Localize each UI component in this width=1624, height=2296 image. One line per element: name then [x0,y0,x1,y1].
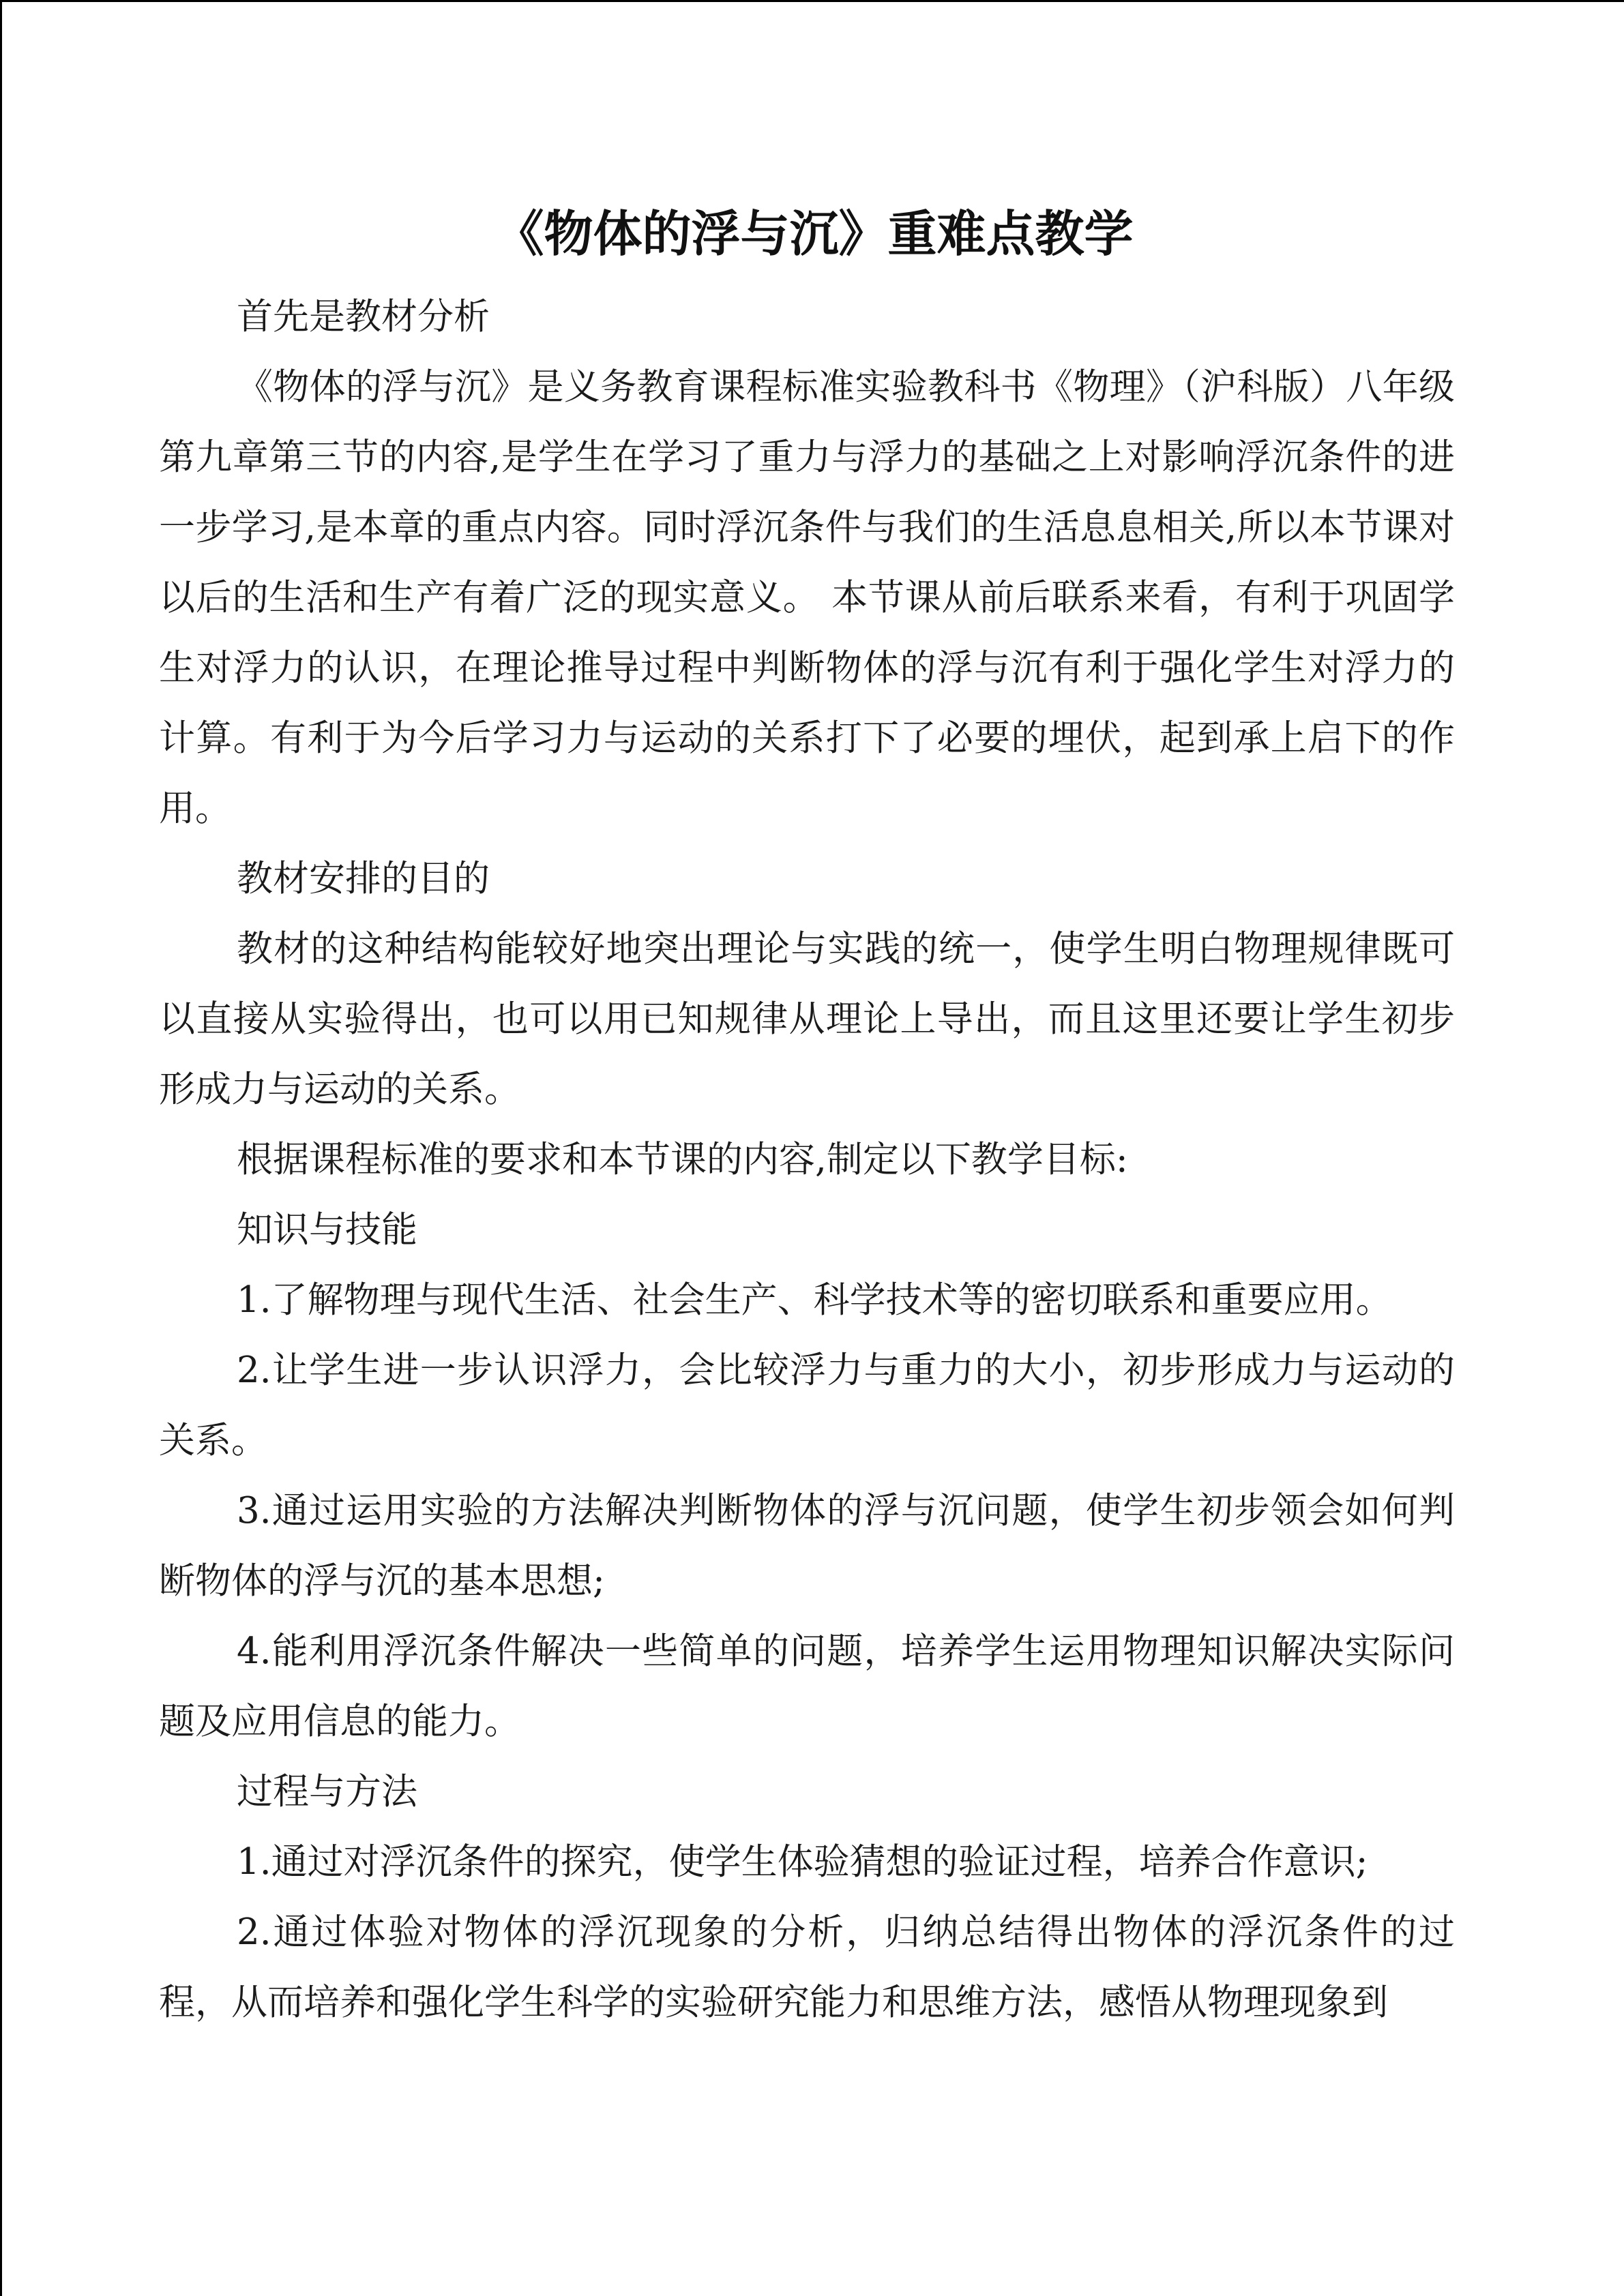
section-heading: 过程与方法 [237,1771,417,1813]
list-item: 1.通过对浮沉条件的探究，使学生体验猜想的验证过程，培养合作意识; [237,1841,1368,1883]
list-item: 2.通过体验对物体的浮沉现象的分析，归纳总结得出物体的浮沉条件的过程，从而培养和强化学生科学的实验研究能力和思维方法，感悟从物理现象到 [159,1911,1455,2023]
paragraph: 《物体的浮与沉》是义务教育课程标准实验教科书《物理》（沪科版）八年级第九章第三节的内容,是学生在学习了重力与浮力的基础之上对影响浮沉条件的进一步学习,是本章的重点内容。同时浮沉条件与我们的生活息息相关,所以本节课对以后的生活和生产有着广泛的现实意义。 本节课从前后联系来看，有利于巩固学生对浮力的认识，在理论推导过程中判断物体的浮与沉有利于强化学生对浮力的计算。有利于为今后学习力与运动的关系打下了必要的埋伏，起到承上启下的作用。 [159,366,1455,829]
document-body [159,282,1455,2038]
document-title: 《物体的浮与沉》重难点教学 [494,205,1134,263]
list-item: 1.了解物理与现代生活、社会生产、科学技术等的密切联系和重要应用。 [237,1279,1392,1321]
list-item: 2.让学生进一步认识浮力，会比较浮力与重力的大小，初步形成力与运动的关系。 [159,1350,1455,1461]
list-item: 4.能利用浮沉条件解决一些简单的问题，培养学生运用物理知识解决实际问题及应用信息的能力。 [159,1630,1455,1742]
paragraph: 教材的这种结构能较好地突出理论与实践的统一，使学生明白物理规律既可以直接从实验得出，也可以用已知规律从理论上导出，而且这里还要让学生初步形成力与运动的关系。 [159,928,1455,1110]
paragraph: 根据课程标准的要求和本节课的内容,制定以下教学目标: [237,1139,1128,1180]
list-item: 3.通过运用实验的方法解决判断物体的浮与沉问题，使学生初步领会如何判断物体的浮与沉的基本思想; [159,1490,1455,1602]
section-heading: 教材安排的目的 [237,858,490,899]
section-heading: 首先是教材分析 [237,296,490,338]
section-heading: 知识与技能 [237,1209,417,1251]
